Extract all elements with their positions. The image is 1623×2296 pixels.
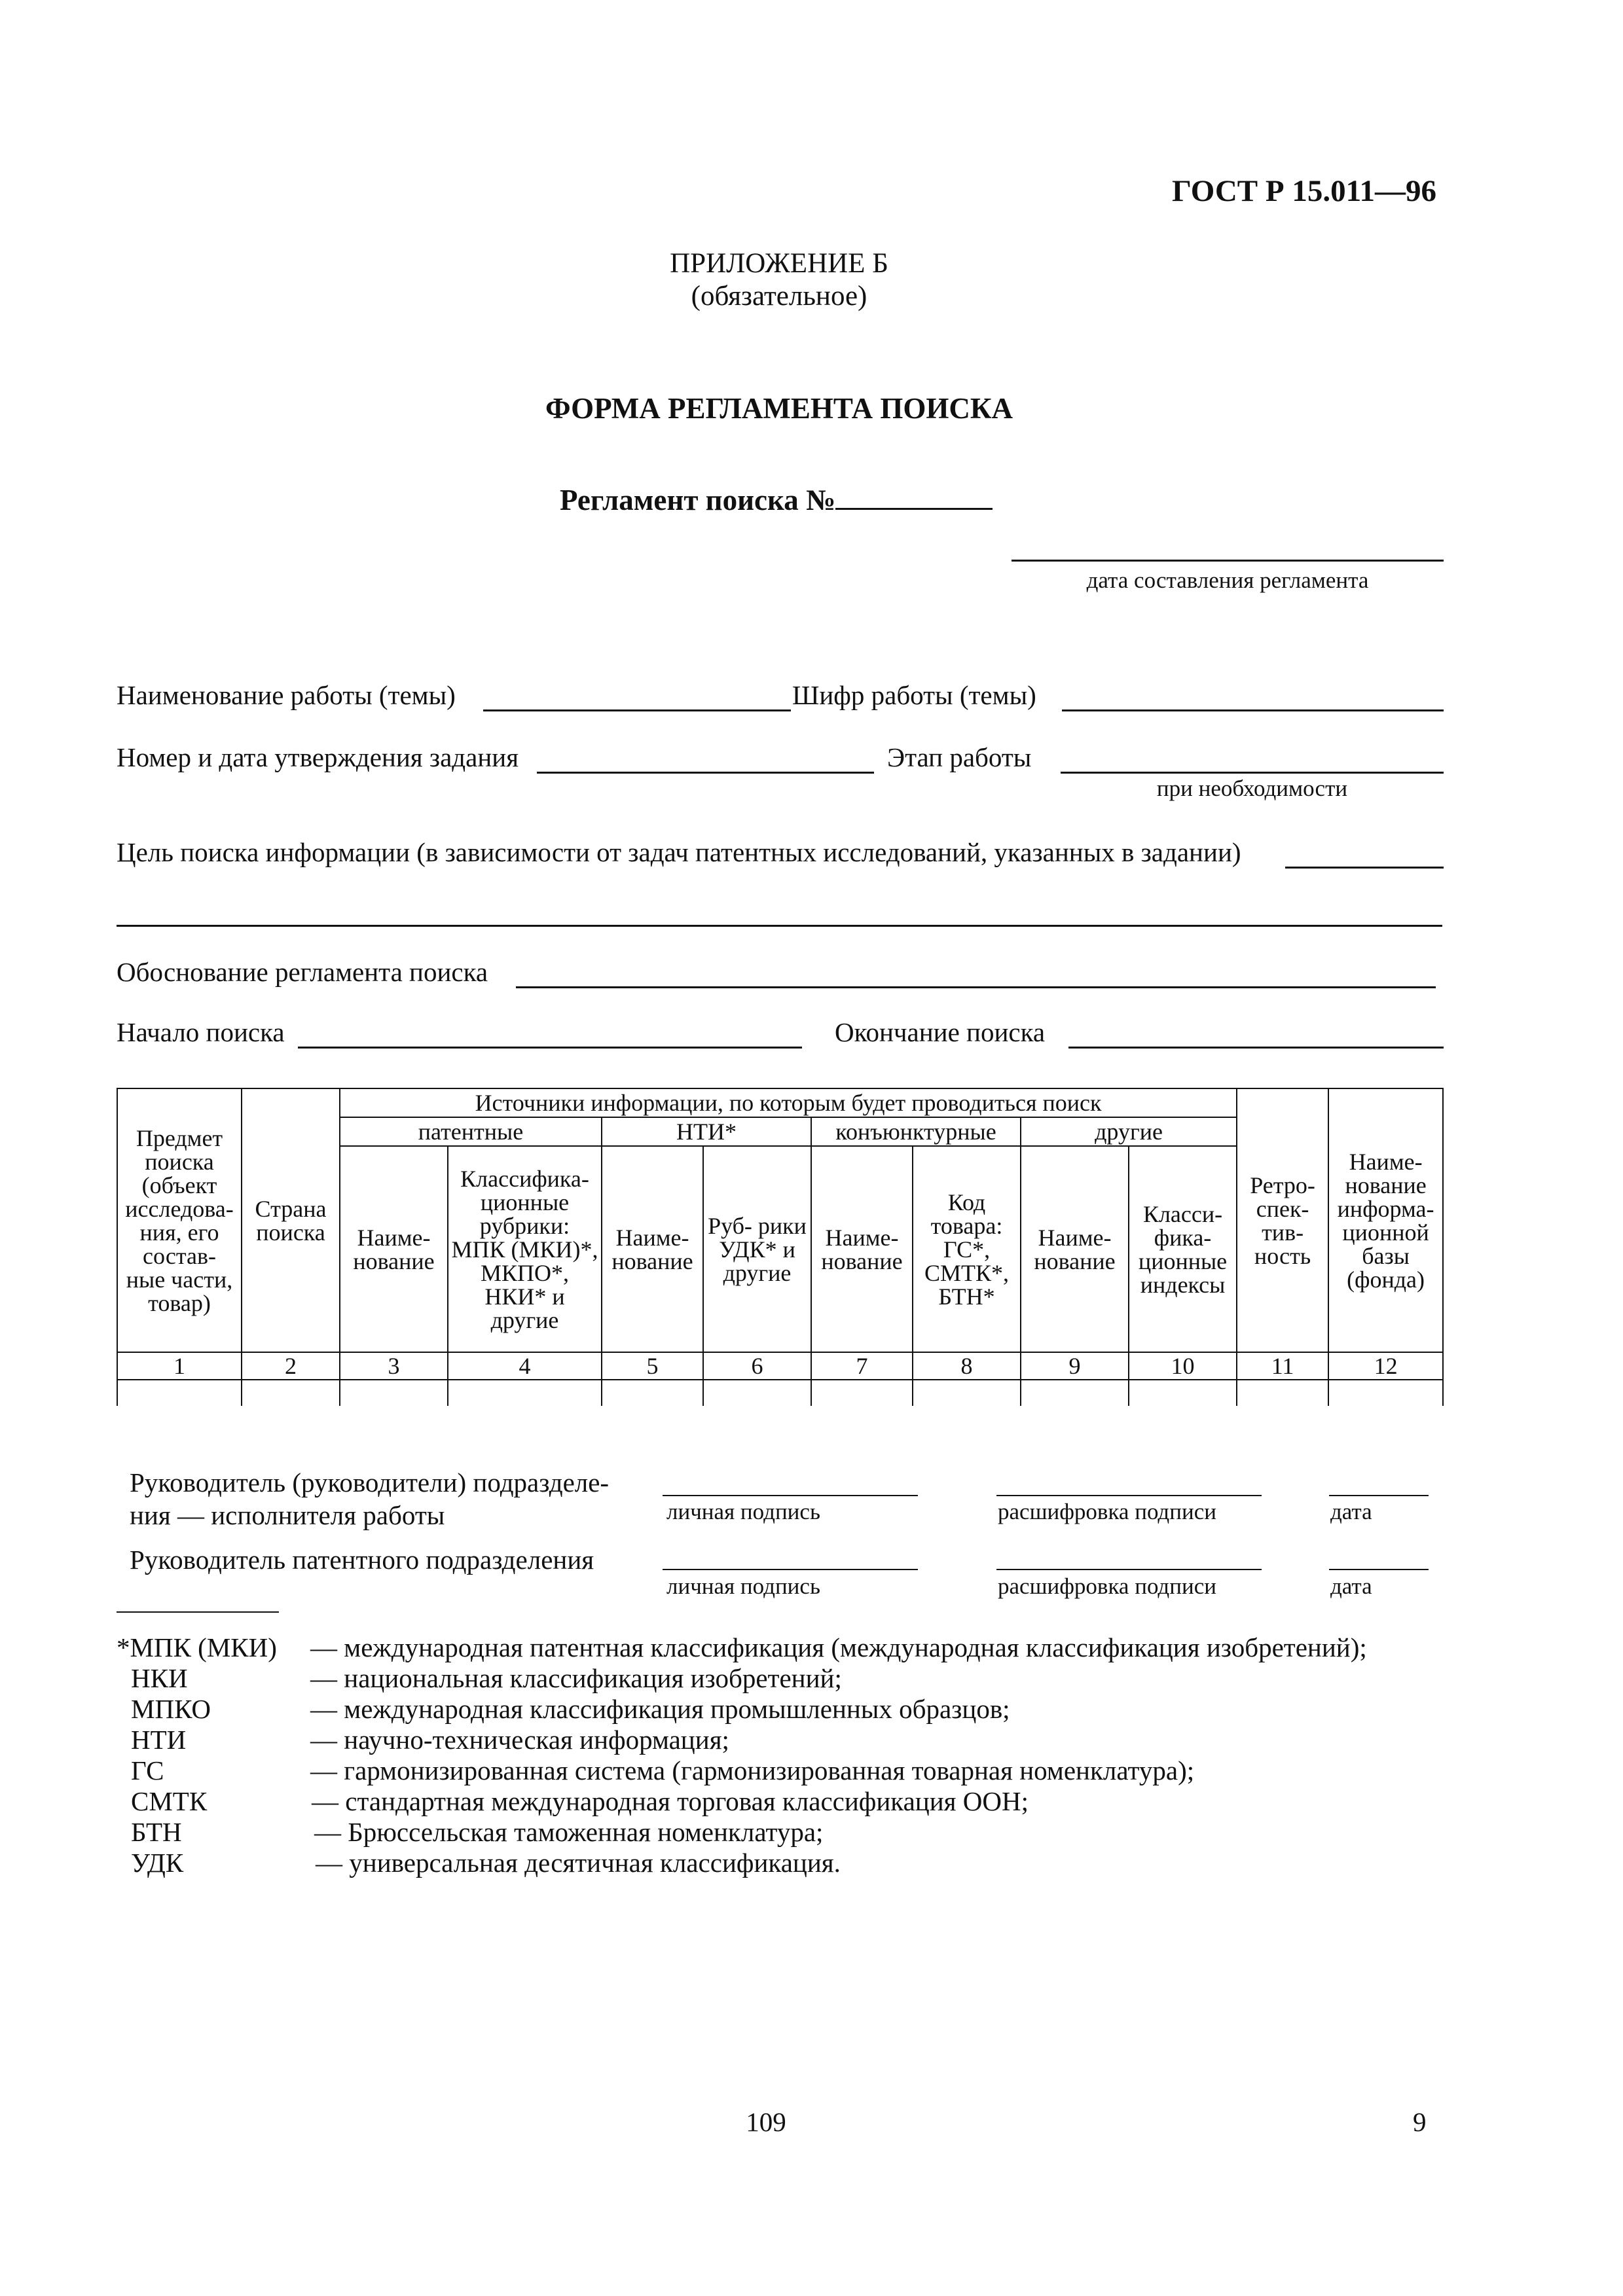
appendix-note: (обязательное)	[691, 281, 867, 312]
header-c8: Код товара: ГС*, СМТК*, БТН*	[913, 1146, 1021, 1352]
signature-date-caption: дата	[1330, 1499, 1372, 1524]
task-number-label: Номер и дата утверждения задания	[117, 742, 519, 772]
header-database: Наиме- нование информа- ционной базы (фонда)	[1328, 1088, 1443, 1352]
table-cell[interactable]	[242, 1380, 340, 1406]
signature-field[interactable]	[663, 1495, 918, 1496]
justification-field[interactable]	[516, 986, 1436, 988]
table-cell[interactable]	[1129, 1380, 1237, 1406]
work-code-field[interactable]	[1062, 709, 1444, 711]
header-subject: Предмет поиска (объект исследова- ния, его состав- ные части, товар)	[117, 1088, 242, 1352]
task-number-field[interactable]	[537, 772, 874, 774]
signature-caption: личная подпись	[666, 1499, 820, 1524]
table-cell[interactable]	[602, 1380, 703, 1406]
justification-label: Обоснование регламента поиска	[117, 957, 488, 987]
table-cell[interactable]	[340, 1380, 448, 1406]
column-number: 8	[913, 1352, 1021, 1380]
footnote-desc: — научно-техническая информация;	[310, 1725, 729, 1755]
column-number: 1	[117, 1352, 242, 1380]
footnote-desc: — гармонизированная система (гармонизированная товарная номенклатура);	[310, 1755, 1195, 1785]
header-c4: Классифика- ционные рубрики: МПК (МКИ)*, МКПО*, НКИ* и другие	[448, 1146, 602, 1352]
header-c5: Наиме- нование	[602, 1146, 703, 1352]
header-c9: Наиме- нование	[1021, 1146, 1129, 1352]
signature-head2-label: Руководитель патентного подразделения	[130, 1545, 594, 1575]
form-title: ФОРМА РЕГЛАМЕНТА ПОИСКА	[545, 392, 1013, 425]
header-c10: Класси- фика- ционные индексы	[1129, 1146, 1237, 1352]
footnote-abbr: *МПК (МКИ)	[117, 1632, 277, 1662]
page-number-right: 9	[1413, 2107, 1427, 2137]
work-name-label: Наименование работы (темы)	[117, 680, 456, 710]
footnote-abbr: МПКО	[131, 1694, 211, 1724]
search-end-field[interactable]	[1068, 1047, 1444, 1049]
regulation-label: Регламент поиска №	[560, 484, 836, 516]
table-cell[interactable]	[1237, 1380, 1328, 1406]
signature-decode-field[interactable]	[996, 1495, 1262, 1496]
header-c3: Наиме- нование	[340, 1146, 448, 1352]
search-end-label: Окончание поиска	[835, 1017, 1046, 1047]
page-number-center: 109	[746, 2107, 786, 2137]
column-number: 12	[1328, 1352, 1443, 1380]
header-nti: НТИ*	[602, 1117, 811, 1146]
signature-date-caption: дата	[1330, 1573, 1372, 1599]
work-code-label: Шифр работы (темы)	[792, 680, 1036, 710]
header-retrospective: Ретро- спек- тив- ность	[1237, 1088, 1328, 1352]
table-cell[interactable]	[117, 1380, 242, 1406]
column-number: 5	[602, 1352, 703, 1380]
header-country: Страна поиска	[242, 1088, 340, 1352]
column-number: 7	[811, 1352, 913, 1380]
footnote-desc: — универсальная десятичная классификация.	[316, 1848, 841, 1878]
footnote-abbr: УДК	[131, 1848, 184, 1878]
signature-decode-caption: расшифровка подписи	[998, 1573, 1216, 1599]
purpose-field[interactable]	[1285, 867, 1444, 869]
column-number: 10	[1129, 1352, 1237, 1380]
column-number: 3	[340, 1352, 448, 1380]
header-c6: Руб- рики УДК* и другие	[703, 1146, 811, 1352]
table-cell[interactable]	[1328, 1380, 1443, 1406]
date-field[interactable]	[1012, 560, 1444, 562]
footnote-abbr: ГС	[131, 1755, 164, 1785]
stage-label: Этап работы	[887, 742, 1032, 772]
table-cell[interactable]	[1021, 1380, 1129, 1406]
search-start-field[interactable]	[298, 1047, 802, 1049]
footnote-separator	[117, 1611, 279, 1613]
column-number: 6	[703, 1352, 811, 1380]
header-patent: патентные	[340, 1117, 602, 1146]
standard-number: ГОСТ Р 15.011—96	[1172, 174, 1437, 208]
appendix-heading	[655, 247, 903, 313]
purpose-field-continued[interactable]	[117, 925, 1442, 927]
signature-caption: личная подпись	[666, 1573, 820, 1599]
table-cell[interactable]	[913, 1380, 1021, 1406]
footnote-desc: — Брюссельская таможенная номенклатура;	[314, 1817, 824, 1847]
footnote-abbr: БТН	[131, 1817, 182, 1847]
column-number: 9	[1021, 1352, 1129, 1380]
date-caption: дата составления регламента	[1086, 567, 1369, 593]
footnote-desc: — национальная классификация изобретений;	[310, 1663, 842, 1693]
signature-decode-field[interactable]	[996, 1569, 1262, 1570]
stage-field[interactable]	[1061, 772, 1444, 774]
header-sources: Источники информации, по которым будет проводиться поиск	[340, 1088, 1237, 1117]
search-start-label: Начало поиска	[117, 1017, 285, 1047]
signature-date-field[interactable]	[1329, 1495, 1429, 1496]
footnote-abbr: СМТК	[131, 1786, 208, 1816]
column-number: 4	[448, 1352, 602, 1380]
regulation-number-line	[560, 483, 993, 517]
work-name-field[interactable]	[483, 709, 791, 711]
header-c7: Наиме- нование	[811, 1146, 913, 1352]
regulation-number-field[interactable]	[835, 483, 993, 510]
header-other: другие	[1021, 1117, 1237, 1146]
search-regulation-table	[117, 1088, 1444, 1406]
header-market: конъюнктурные	[811, 1117, 1021, 1146]
column-number: 2	[242, 1352, 340, 1380]
column-number: 11	[1237, 1352, 1328, 1380]
footnote-desc: — стандартная международная торговая классификация ООН;	[312, 1786, 1029, 1816]
footnote-desc: — международная патентная классификация (международная классификация изобретений);	[310, 1632, 1367, 1662]
footnote-abbr: НТИ	[131, 1725, 187, 1755]
stage-hint: при необходимости	[1156, 776, 1348, 801]
signature-date-field[interactable]	[1329, 1569, 1429, 1570]
table-cell[interactable]	[448, 1380, 602, 1406]
signature-field[interactable]	[663, 1569, 918, 1570]
table-cell[interactable]	[703, 1380, 811, 1406]
signature-decode-caption: расшифровка подписи	[998, 1499, 1216, 1524]
table-cell[interactable]	[811, 1380, 913, 1406]
footnote-desc: — международная классификация промышленных образцов;	[310, 1694, 1010, 1724]
signature-head1-label: Руководитель (руководители) подразделе- ния — исполнителя работы	[130, 1467, 610, 1530]
purpose-label: Цель поиска информации (в зависимости от задач патентных исследований, указанных в задании)	[117, 837, 1241, 867]
appendix-title: ПРИЛОЖЕНИЕ Б	[670, 248, 888, 279]
footnote-abbr: НКИ	[131, 1663, 188, 1693]
